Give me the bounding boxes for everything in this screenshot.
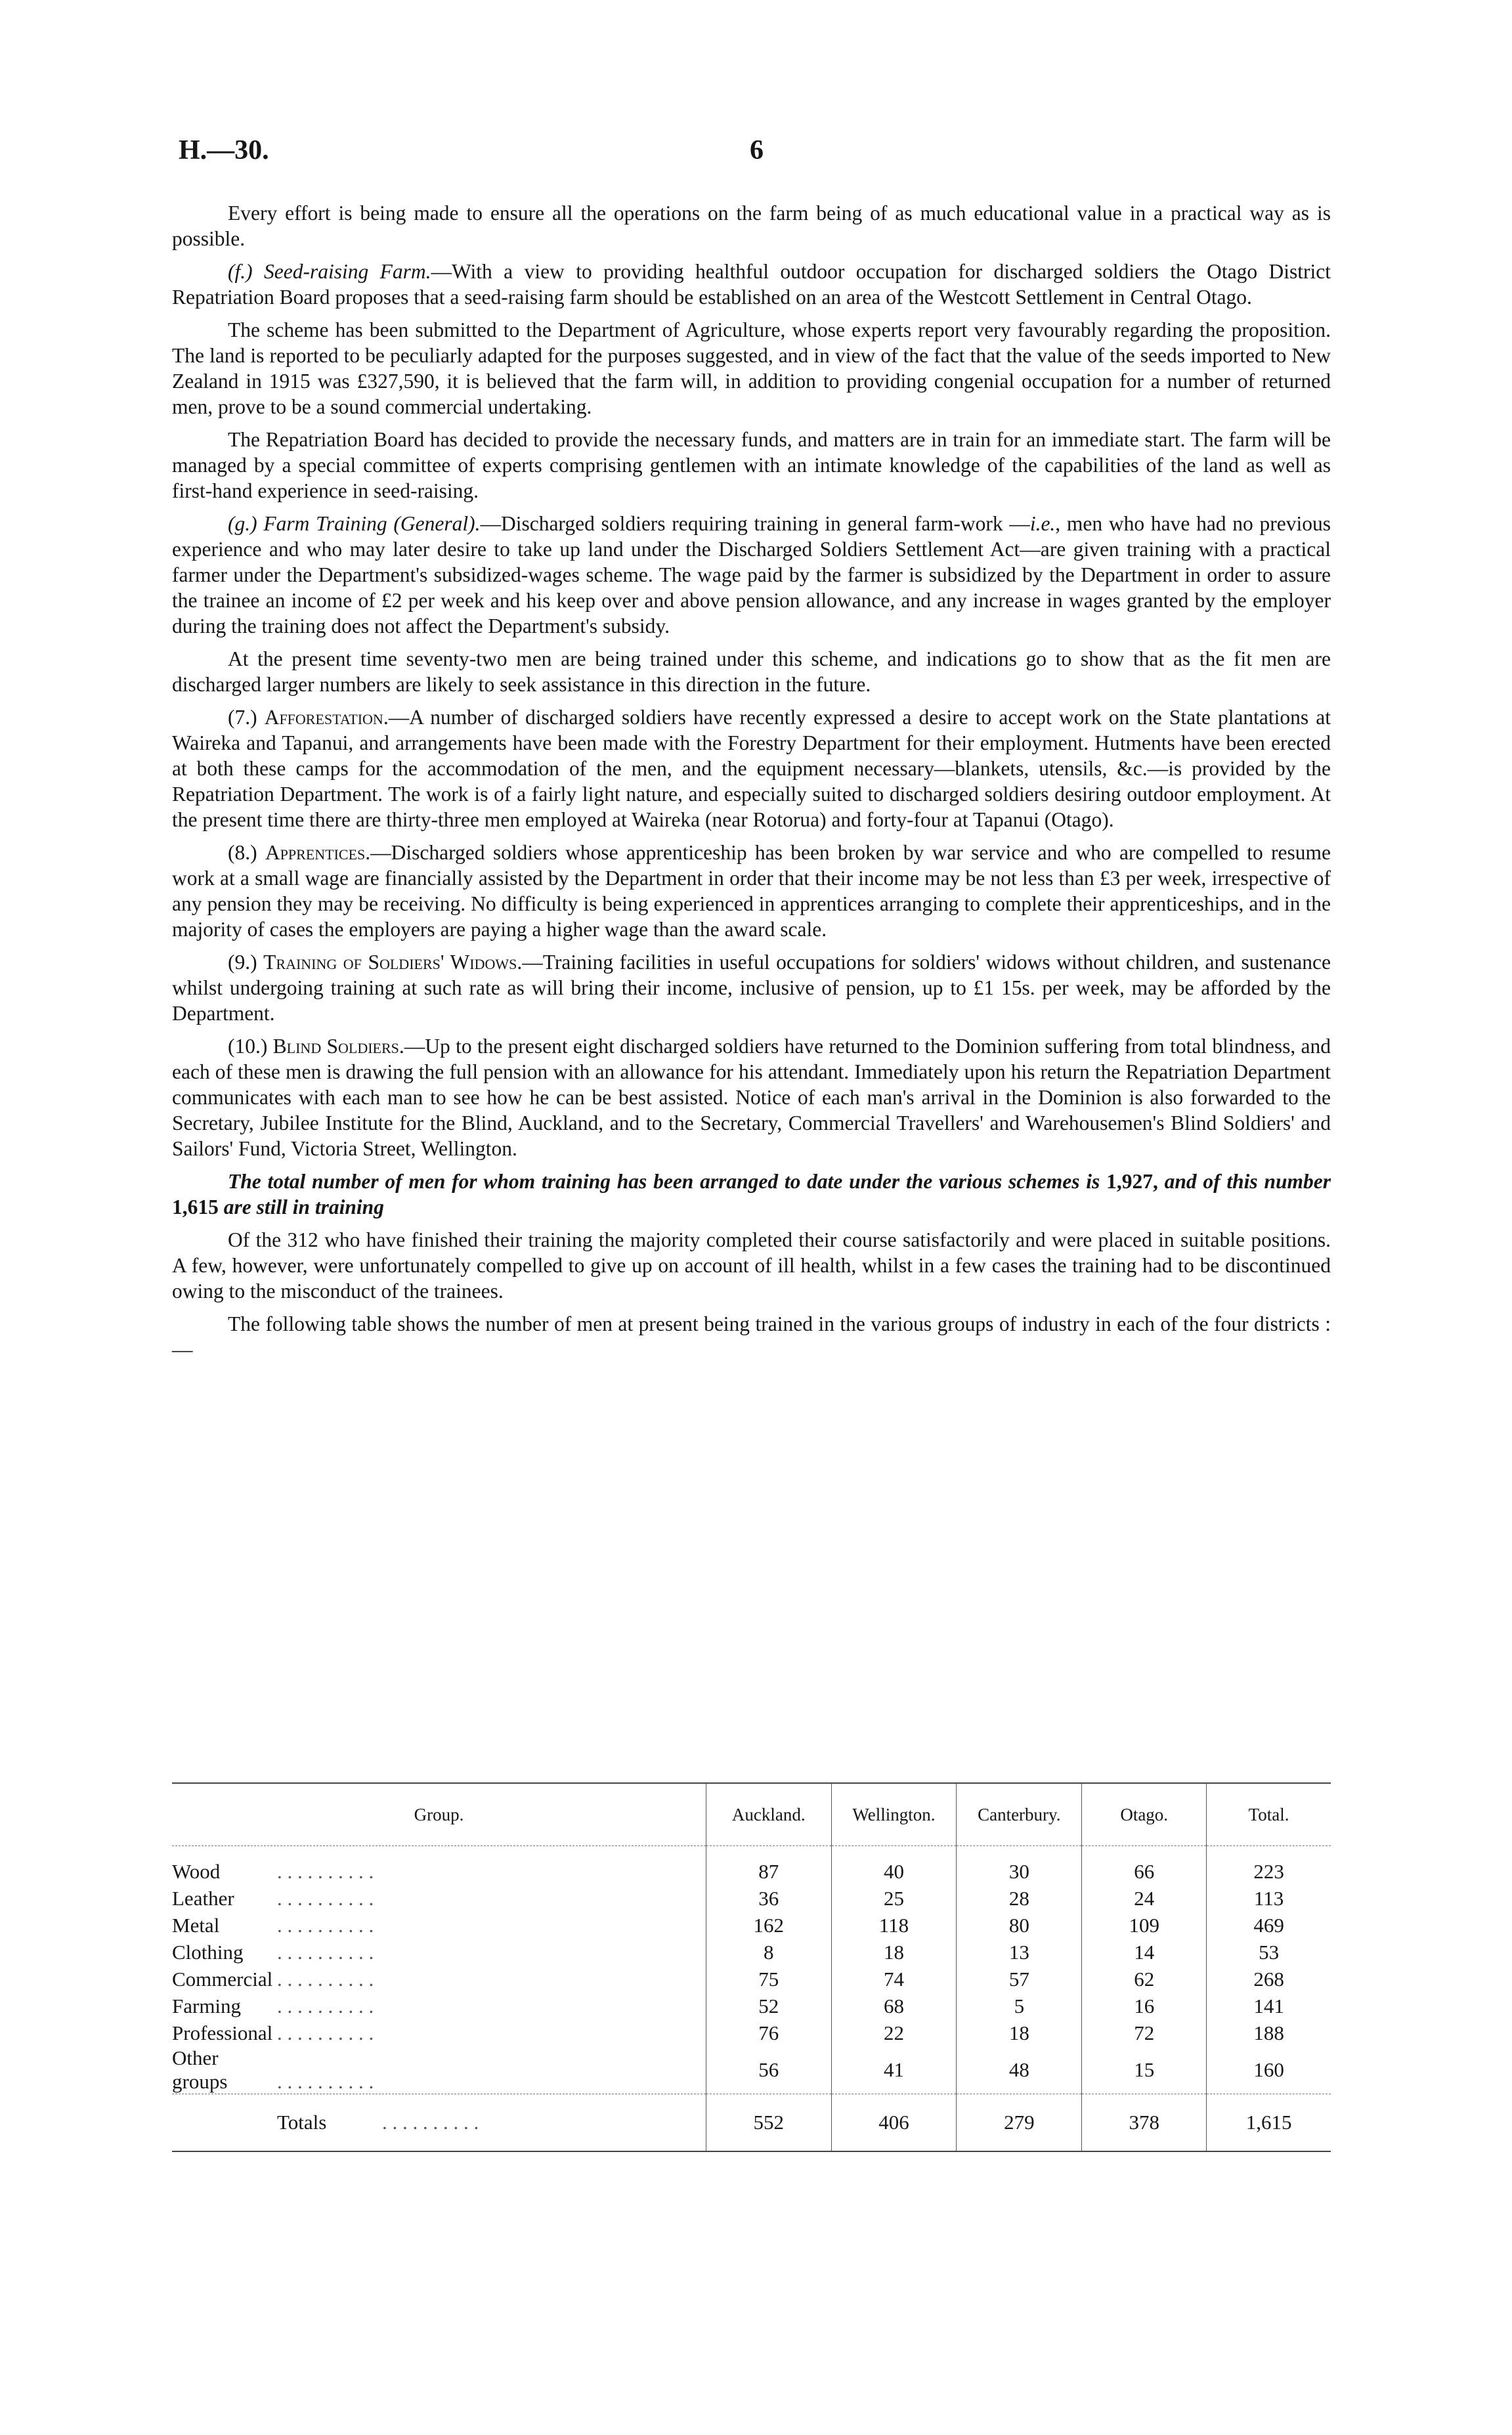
group-name: Farming bbox=[172, 1994, 242, 2017]
cell-auckland: 76 bbox=[706, 2019, 831, 2046]
cell-wellington: 40 bbox=[831, 1846, 957, 1886]
section-title: Blind Soldiers. bbox=[272, 1035, 404, 1058]
table-totals-row bbox=[172, 2094, 1331, 2152]
section-title: Farm Training (General). bbox=[263, 512, 481, 535]
cell-total: 53 bbox=[1207, 1939, 1331, 1966]
column-header-wellington: Wellington. bbox=[831, 1783, 957, 1846]
cell-canterbury: 30 bbox=[957, 1846, 1082, 1886]
total-auckland: 552 bbox=[706, 2094, 831, 2152]
cell-otago: 66 bbox=[1082, 1846, 1207, 1886]
paragraph-blind-soldiers bbox=[172, 1033, 1331, 1161]
table-row bbox=[172, 2046, 1331, 2094]
cell-wellington: 22 bbox=[831, 2019, 957, 2046]
data-table bbox=[172, 1782, 1331, 2152]
cell-total: 141 bbox=[1207, 1993, 1331, 2019]
section-label: (9.) bbox=[228, 951, 257, 974]
cell-otago: 15 bbox=[1082, 2046, 1207, 2094]
summary-text-c: are still in training bbox=[218, 1196, 384, 1218]
section-label: (f.) bbox=[228, 260, 253, 283]
cell-canterbury: 57 bbox=[957, 1966, 1082, 1993]
section-label: (g.) bbox=[228, 512, 257, 535]
table-row bbox=[172, 1939, 1331, 1966]
cell-total: 223 bbox=[1207, 1846, 1331, 1886]
cell-otago: 24 bbox=[1082, 1885, 1207, 1912]
page-number: 6 bbox=[750, 135, 764, 165]
dot-leader: . . . . . . . . . . bbox=[277, 1940, 374, 1964]
dot-leader: . . . . . . . . . . bbox=[277, 1994, 374, 2017]
column-header-auckland: Auckland. bbox=[706, 1783, 831, 1846]
section-label: (10.) bbox=[228, 1035, 268, 1058]
cell-auckland: 52 bbox=[706, 1993, 831, 2019]
table-row bbox=[172, 1966, 1331, 1993]
industry-groups-table bbox=[172, 1782, 1331, 2152]
section-title: Apprentices. bbox=[265, 841, 371, 864]
section-body: —A number of discharged soldiers have recently expressed a desire to accept work on the State plantations at Waireka and Tapanui, and arrangements have been made with the Forestry Department for their employment. Hutments have been erected at both these camps for the accommodation of the men, and the equipment necessary—blankets, utensils, &c.—is provided by the Repatriation Department. The work is of a fairly light nature, and especially suited to discharged soldiers desiring outdoor employment. At the present time there are thirty-three men employed at Waireka (near Rotorua) and forty-four at Tapanui (Otago). bbox=[172, 706, 1331, 831]
paragraph-scheme-submitted: The scheme has been submitted to the Department of Agriculture, whose experts report very favourably regarding the proposition. The land is reported to be peculiarly adapted for the purposes suggested, and in view of the fact that the value of the seeds imported to New Zealand in 1915 was £327,590, it is believed that the farm will, in addition to providing congenial occupation for a number of returned men, prove to be a sound commercial undertaking. bbox=[172, 318, 1331, 418]
paragraph-table-intro: The following table shows the number of men at present being trained in the various groups of industry in each of the four districts :— bbox=[172, 1312, 1331, 1361]
cell-auckland: 56 bbox=[706, 2046, 831, 2094]
cell-wellington: 25 bbox=[831, 1885, 957, 1912]
total-canterbury: 279 bbox=[957, 2094, 1082, 2152]
section-body: —With a view to providing healthful outdoor occupation for discharged soldiers the Otago District Repatriation Board proposes that a seed-raising farm should be established on an area of the Westcott Settlement in Central Otago. bbox=[172, 260, 1331, 309]
section-body: , men who have had no previous experience and who may later desire to take up land under the Discharged Soldiers Settlement Act—are given training with a practical farmer under the Department's subsidized-wages scheme. The wage paid by the farmer is subsidized by the Department in order to assure the trainee an income of £2 per week and his keep over and above pension allowance, and any increase in wages granted by the employer during the training does not affect the Department's subsidy. bbox=[172, 512, 1331, 637]
paragraph-finished-training: Of the 312 who have finished their training the majority completed their course satisfactorily and were placed in suitable positions. A few, however, were unfortunately compelled to give up on account of ill health, whilst in a few cases the training had to be discontinued owing to the misconduct of the trainees. bbox=[172, 1228, 1331, 1303]
total-wellington: 406 bbox=[831, 2094, 957, 2152]
dot-leader: . . . . . . . . . . bbox=[277, 1967, 374, 1991]
section-body-intro: —Discharged soldiers requiring training in general farm-work — bbox=[480, 512, 1030, 535]
section-title: Seed-raising Farm. bbox=[264, 260, 431, 283]
column-header-group: Group. bbox=[172, 1783, 706, 1846]
column-header-canterbury: Canterbury. bbox=[957, 1783, 1082, 1846]
section-label: (7.) bbox=[228, 706, 257, 729]
cell-total: 113 bbox=[1207, 1885, 1331, 1912]
grand-total: 1,615 bbox=[1207, 2094, 1331, 2152]
dot-leader: . . . . . . . . . . bbox=[382, 2111, 479, 2134]
group-name: Clothing bbox=[172, 1940, 244, 1964]
summary-text-a: The total number of men for whom training has been arranged to date under the various schemes is bbox=[228, 1170, 1107, 1193]
dot-leader: . . . . . . . . . . bbox=[277, 2070, 374, 2093]
table-row bbox=[172, 1912, 1331, 1939]
group-name: Other groups bbox=[172, 2046, 228, 2093]
cell-auckland: 75 bbox=[706, 1966, 831, 1993]
summary-still-training: 1,615 bbox=[172, 1196, 219, 1218]
section-body: —Discharged soldiers whose apprenticeship has been broken by war service and who are compelled to resume work at a small wage are financially assisted by the Department in order that their income may be not less than £3 per week, irrespective of any pension they may be receiving. No difficulty is being experienced in apprentices arranging to complete their apprenticeships, and in the majority of cases the employers are paying a higher wage than the award scale. bbox=[172, 841, 1331, 941]
table-row bbox=[172, 2019, 1331, 2046]
paragraph-board-funds: The Repatriation Board has decided to provide the necessary funds, and matters are in train for an immediate start. The farm will be managed by a special committee of experts comprising gentlemen with an intimate knowledge of the capabilities of the land as well as first-hand experience in seed-raising. bbox=[172, 428, 1331, 502]
group-name: Leather bbox=[172, 1886, 234, 1910]
totals-label: Totals bbox=[277, 2111, 327, 2134]
cell-total: 268 bbox=[1207, 1966, 1331, 1993]
cell-otago: 62 bbox=[1082, 1966, 1207, 1993]
total-otago: 378 bbox=[1082, 2094, 1207, 2152]
cell-wellington: 68 bbox=[831, 1993, 957, 2019]
cell-wellington: 118 bbox=[831, 1912, 957, 1939]
cell-canterbury: 48 bbox=[957, 2046, 1082, 2094]
group-name: Commercial bbox=[172, 1967, 273, 1991]
group-name: Metal bbox=[172, 1913, 220, 1937]
dot-leader: . . . . . . . . . . bbox=[277, 1859, 374, 1883]
table-header-row bbox=[172, 1783, 1331, 1846]
cell-canterbury: 13 bbox=[957, 1939, 1082, 1966]
section-label: (8.) bbox=[228, 841, 257, 864]
section-body: —Up to the present eight discharged soldiers have returned to the Dominion suffering from total blindness, and each of these men is drawing the full pension with an allowance for his attendant. Immediately upon his return the Repatriation Department communicates with each man to see how he can be best assisted. Notice of each man's arrival in the Dominion is also forwarded to the Secretary, Jubilee Institute for the Blind, Auckland, and to the Secretary, Commercial Travellers' and Warehousemen's Blind Soldiers' and Sailors' Fund, Victoria Street, Wellington. bbox=[172, 1035, 1331, 1160]
paragraph-afforestation bbox=[172, 704, 1331, 832]
group-name: Wood bbox=[172, 1859, 221, 1883]
cell-auckland: 162 bbox=[706, 1912, 831, 1939]
paragraph-seventy-two-men: At the present time seventy-two men are being trained under this scheme, and indications go to show that as the fit men are discharged larger numbers are likely to seek assistance in this direction in the future. bbox=[172, 647, 1331, 696]
section-body: —Training facilities in useful occupations for soldiers' widows without children, and sustenance whilst undergoing training at such rate as will bring their income, inclusive of pension, up to £1 15s. per week, may be afforded by the Department. bbox=[172, 951, 1331, 1025]
cell-otago: 14 bbox=[1082, 1939, 1207, 1966]
body-text bbox=[172, 200, 1331, 1369]
section-title: Training of Soldiers' Widows. bbox=[263, 951, 523, 974]
cell-total: 188 bbox=[1207, 2019, 1331, 2046]
dot-leader: . . . . . . . . . . bbox=[277, 1913, 374, 1937]
cell-canterbury: 5 bbox=[957, 1993, 1082, 2019]
cell-canterbury: 28 bbox=[957, 1885, 1082, 1912]
summary-text-b: and of this number bbox=[1157, 1170, 1331, 1193]
cell-otago: 109 bbox=[1082, 1912, 1207, 1939]
paragraph-farm-training bbox=[172, 511, 1331, 639]
paragraph-seed-raising-farm bbox=[172, 259, 1331, 310]
cell-auckland: 8 bbox=[706, 1939, 831, 1966]
summary-total-arranged: 1,927, bbox=[1106, 1170, 1158, 1193]
column-header-otago: Otago. bbox=[1082, 1783, 1207, 1846]
table-row bbox=[172, 1885, 1331, 1912]
section-title: Afforestation. bbox=[264, 706, 389, 729]
paragraph-apprentices bbox=[172, 840, 1331, 942]
table-row bbox=[172, 1993, 1331, 2019]
paragraph-training-summary bbox=[172, 1169, 1331, 1220]
cell-otago: 72 bbox=[1082, 2019, 1207, 2046]
running-head bbox=[179, 135, 1334, 174]
cell-canterbury: 80 bbox=[957, 1912, 1082, 1939]
dot-leader: . . . . . . . . . . bbox=[277, 2021, 374, 2044]
cell-auckland: 36 bbox=[706, 1885, 831, 1912]
column-header-total: Total. bbox=[1207, 1783, 1331, 1846]
paragraph-soldiers-widows bbox=[172, 949, 1331, 1026]
table-row bbox=[172, 1846, 1331, 1886]
dot-leader: . . . . . . . . . . bbox=[277, 1886, 374, 1910]
cell-otago: 16 bbox=[1082, 1993, 1207, 2019]
group-name: Professional bbox=[172, 2021, 273, 2044]
cell-total: 160 bbox=[1207, 2046, 1331, 2094]
cell-wellington: 41 bbox=[831, 2046, 957, 2094]
section-abbrev: i.e. bbox=[1029, 512, 1056, 535]
paragraph-educational-value: Every effort is being made to ensure all the operations on the farm being of as much educational value in a practical way as is possible. bbox=[172, 202, 1331, 250]
cell-auckland: 87 bbox=[706, 1846, 831, 1886]
document-reference: H.—30. bbox=[179, 135, 269, 165]
cell-wellington: 74 bbox=[831, 1966, 957, 1993]
cell-total: 469 bbox=[1207, 1912, 1331, 1939]
cell-wellington: 18 bbox=[831, 1939, 957, 1966]
cell-canterbury: 18 bbox=[957, 2019, 1082, 2046]
